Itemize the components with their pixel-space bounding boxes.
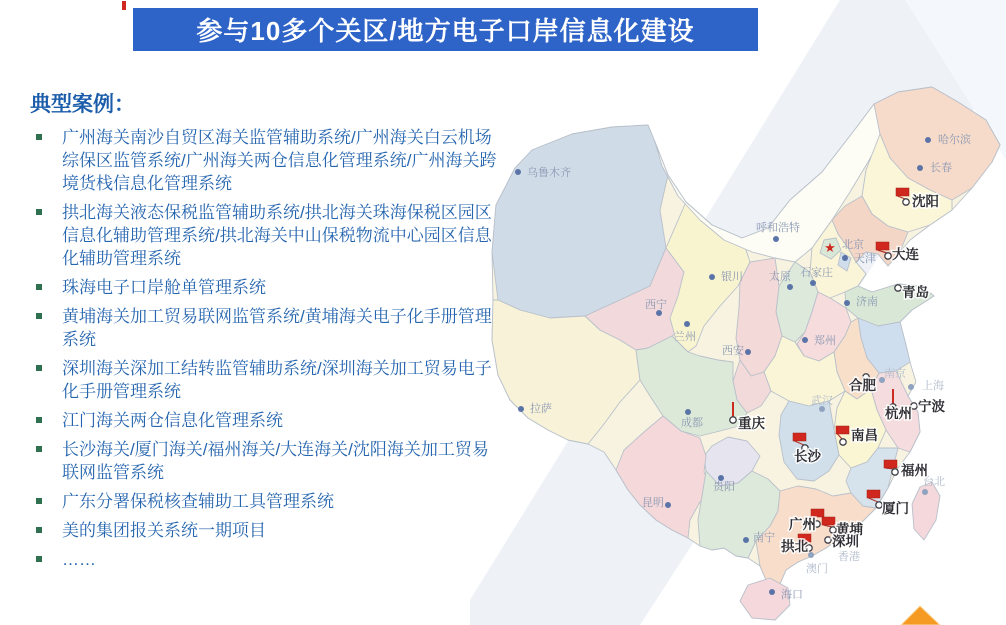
city-dot-icon: [908, 384, 914, 390]
case-item: [30, 519, 502, 542]
city-label: 拉萨: [530, 403, 552, 415]
city-label: 重庆: [738, 416, 765, 431]
case-item: [30, 409, 502, 432]
city-label: 兰州: [674, 331, 696, 343]
red-flag-icon: [811, 509, 824, 517]
city-label: 乌鲁木齐: [527, 167, 571, 179]
city-ring-icon: [895, 285, 901, 291]
city-label: 武汉: [811, 395, 833, 407]
city-dot-icon: [515, 169, 521, 175]
case-item: [30, 548, 502, 571]
city-label: 黄埔: [836, 522, 863, 537]
city-label: 昆明: [642, 497, 664, 509]
bullet-square-icon: [36, 498, 42, 504]
case-item-text: 黄埔海关加工贸易联网监管系统/黄埔海关电子化手册管理系统: [62, 307, 492, 349]
city-label: 石家庄: [800, 267, 833, 279]
red-flag-icon: [884, 460, 897, 468]
red-flag-icon: [836, 426, 849, 434]
bullet-square-icon: [36, 209, 42, 215]
city-label: 杭州: [885, 406, 912, 421]
red-flag-icon: [896, 188, 909, 196]
city-label: 太原: [769, 271, 791, 283]
red-flag-icon: [793, 433, 806, 441]
case-item: [30, 126, 502, 195]
cases-heading: 典型案例：: [30, 93, 135, 116]
city-label: 贵阳: [713, 481, 735, 493]
city-label: 南京: [884, 368, 906, 380]
red-flag-icon: [867, 490, 880, 498]
city-label: 海口: [781, 589, 803, 601]
city-dot-icon: [745, 349, 751, 355]
city-dot-icon: [787, 284, 793, 290]
city-dot-icon: [684, 321, 690, 327]
city-label: 上海: [922, 380, 944, 392]
corner-triangle-decoration: [901, 606, 940, 625]
city-label: 厦门: [882, 501, 909, 516]
city-label: 银川: [721, 271, 743, 283]
city-dot-icon: [665, 502, 671, 508]
city-label: 哈尔滨: [938, 134, 971, 146]
city-dot-icon: [842, 255, 848, 261]
bullet-square-icon: [36, 417, 42, 423]
city-dot-icon: [773, 236, 779, 242]
case-item-text: 深圳海关深加工结转监管辅助系统/深圳海关加工贸易电子化手册管理系统: [62, 359, 492, 401]
city-dot-icon: [810, 280, 816, 286]
city-label: 福州: [901, 463, 928, 478]
city-dot-icon: [743, 537, 749, 543]
page-title: 参与10多个关区/地方电子口岸信息化建设: [196, 16, 695, 46]
city-label: 济南: [856, 296, 878, 308]
city-label: 台北: [923, 476, 945, 488]
city-label: 北京: [842, 239, 864, 251]
city-澳门: [806, 552, 828, 575]
city-label: 南昌: [851, 428, 878, 443]
city-label: 沈阳: [912, 194, 939, 209]
city-dot-icon: [808, 552, 814, 558]
city-ring-icon: [825, 537, 831, 543]
city-ring-icon: [892, 469, 898, 475]
case-item: [30, 276, 502, 299]
city-label: 成都: [681, 417, 703, 429]
city-label: 长春: [930, 162, 952, 174]
city-label: 西安: [722, 345, 744, 357]
red-flag-icon: [876, 242, 889, 250]
city-label: 呼和浩特: [756, 222, 800, 234]
city-ring-icon: [885, 253, 891, 259]
case-item-text: 珠海电子口岸舱单管理系统: [62, 278, 266, 297]
case-item: [30, 490, 502, 513]
city-label: 深圳: [832, 534, 859, 549]
case-item: [30, 305, 502, 351]
bullet-square-icon: [36, 556, 42, 562]
city-dot-icon: [917, 165, 923, 171]
city-label: 拱北: [781, 539, 808, 554]
city-dot-icon: [769, 589, 775, 595]
city-dot-icon: [685, 409, 691, 415]
capital-star-icon: ★: [824, 240, 836, 255]
city-label: 香港: [838, 551, 860, 563]
case-item-text: 广东分署保税核查辅助工具管理系统: [62, 492, 334, 511]
bullet-square-icon: [36, 446, 42, 452]
bullet-square-icon: [36, 527, 42, 533]
city-label: 青岛: [902, 285, 929, 300]
case-list: [30, 126, 502, 571]
red-flag-icon: [822, 517, 835, 525]
city-label: 天津: [854, 253, 876, 265]
city-dot-icon: [802, 337, 808, 343]
city-ring-icon: [903, 199, 909, 205]
city-ring-icon: [730, 417, 736, 423]
city-ring-icon: [840, 439, 846, 445]
city-label: 澳门: [806, 563, 828, 575]
city-label: 西宁: [645, 299, 667, 311]
city-dot-icon: [922, 489, 928, 495]
city-label: 大连: [892, 247, 919, 262]
cases-panel: [30, 88, 502, 577]
city-dot-icon: [844, 300, 850, 306]
city-dot-icon: [709, 274, 715, 280]
case-item-text: ……: [62, 550, 96, 569]
city-label: 宁波: [918, 399, 945, 414]
case-item: [30, 357, 502, 403]
city-香港: [838, 549, 860, 563]
bullet-square-icon: [36, 365, 42, 371]
city-label: 南宁: [753, 532, 775, 544]
city-label: 郑州: [814, 335, 836, 347]
city-label: 合肥: [849, 378, 876, 393]
city-label: 广州: [789, 517, 816, 532]
bullet-square-icon: [36, 134, 42, 140]
province: [492, 125, 668, 318]
bullet-square-icon: [36, 284, 42, 290]
case-item: [30, 438, 502, 484]
case-item-text: 江门海关两仓信息化管理系统: [62, 411, 283, 430]
case-item-text: 拱北海关液态保税监管辅助系统/拱北海关珠海保税区园区信息化辅助管理系统/拱北海关中山保税物流中心园区信息化辅助管理系统: [62, 203, 492, 268]
case-item-text: 广州海关南沙自贸区海关监管辅助系统/广州海关白云机场综保区监管系统/广州海关两仓信息化管理系统/广州海关跨境货栈信息化管理系统: [62, 128, 497, 193]
case-item: [30, 201, 502, 270]
city-label: 长沙: [794, 449, 821, 464]
city-dot-icon: [925, 137, 931, 143]
bullet-square-icon: [36, 313, 42, 319]
city-dot-icon: [518, 406, 524, 412]
case-item-text: 长沙海关/厦门海关/福州海关/大连海关/沈阳海关加工贸易联网监管系统: [62, 440, 489, 482]
case-item-text: 美的集团报关系统一期项目: [62, 521, 266, 540]
